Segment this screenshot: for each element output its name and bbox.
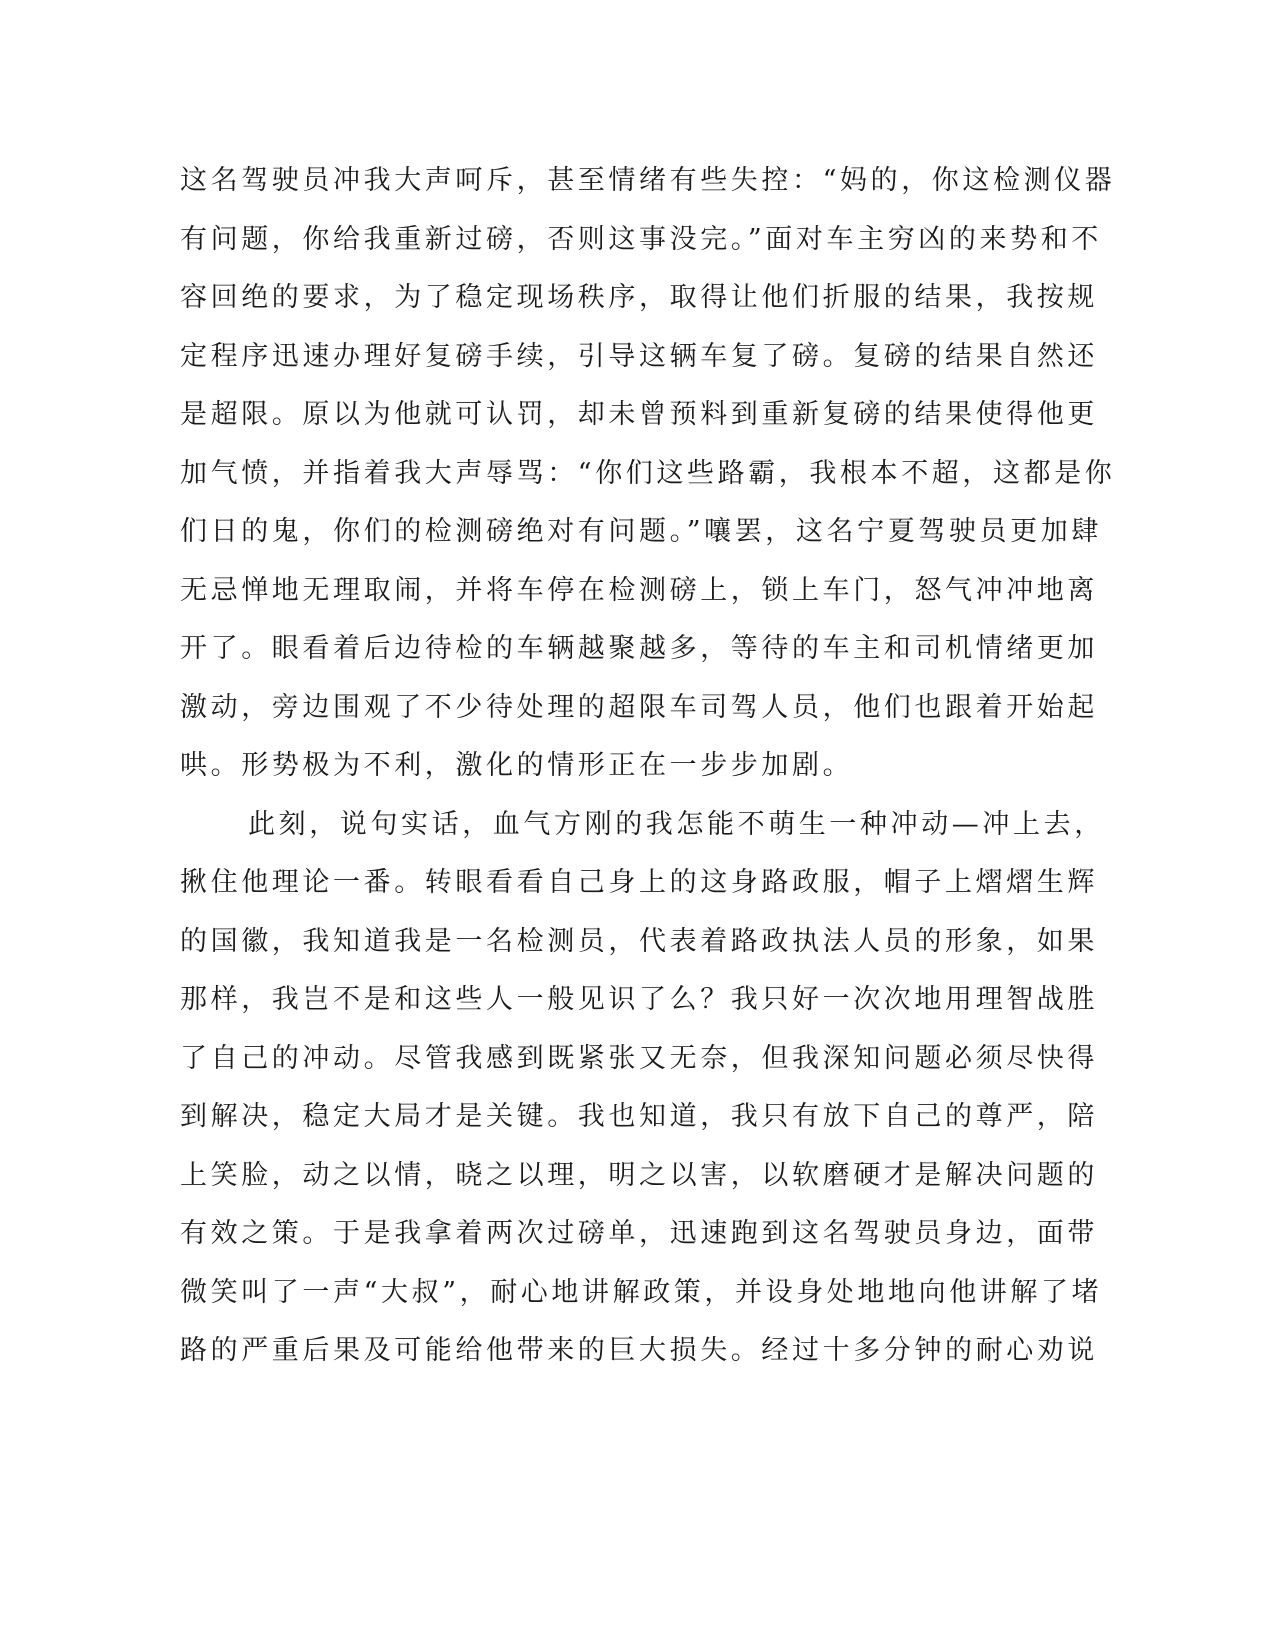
text-line: 加气愤，并指着我大声辱骂：“你们这些路霸，我根本不超，这都是你 — [180, 457, 1116, 489]
text-line: 有问题，你给我重新过磅，否则这事没完。”面对车主穷凶的来势和不 — [180, 223, 1102, 255]
text-line: 的国徽，我知道我是一名检测员，代表着路政执法人员的形象，如果 — [180, 925, 1098, 957]
text-line: 上笑脸，动之以情，晓之以理，明之以害，以软磨硬才是解决问题的 — [180, 1159, 1098, 1191]
text-line: 开了。眼看着后边待检的车辆越聚越多，等待的车主和司机情绪更加 — [180, 633, 1098, 664]
text-line: 到解决，稳定大局才是关键。我也知道，我只有放下自己的尊严，陪 — [180, 1101, 1098, 1132]
body-text — [180, 158, 1116, 1387]
text-line: 们日的鬼，你们的检测磅绝对有问题。”嚷罢，这名宁夏驾驶员更加肆 — [180, 516, 1102, 547]
text-line: 微笑叫了一声“大叔”，耐心地讲解政策，并设身处地地向他讲解了堵 — [180, 1276, 1103, 1308]
text-line: 那样，我岂不是和这些人一般见识了么？我只好一次次地用理智战胜 — [180, 984, 1098, 1015]
text-line: 路的严重后果及可能给他带来的巨大损失。经过十多分钟的耐心劝说 — [180, 1335, 1098, 1366]
text-line: 是超限。原以为他就可认罚，却未曾预料到重新复磅的结果使得他更 — [180, 399, 1098, 430]
text-line: 哄。形势极为不利，激化的情形正在一步步加剧。 — [180, 750, 854, 781]
text-line: 揪住他理论一番。转眼看看自己身上的这身路政服，帽子上熠熠生辉 — [180, 867, 1098, 898]
paragraph-start-line: 此刻，说句实话，血气方刚的我怎能不萌生一种冲动—冲上去， — [248, 808, 1105, 840]
text-line: 这名驾驶员冲我大声呵斥，甚至情绪有些失控：“妈的，你这检测仪器 — [180, 165, 1116, 196]
text-line: 容回绝的要求，为了稳定现场秩序，取得让他们折服的结果，我按规 — [180, 282, 1098, 313]
text-line: 定程序迅速办理好复磅手续，引导这辆车复了磅。复磅的结果自然还 — [180, 340, 1098, 372]
text-line: 了自己的冲动。尽管我感到既紧张又无奈，但我深知问题必须尽快得 — [180, 1042, 1098, 1074]
text-line: 有效之策。于是我拿着两次过磅单，迅速跑到这名驾驶员身边，面带 — [180, 1218, 1098, 1249]
text-line: 激动，旁边围观了不少待处理的超限车司驾人员，他们也跟着开始起 — [180, 691, 1098, 723]
text-line: 无忌惮地无理取闹，并将车停在检测磅上，锁上车门，怒气冲冲地离 — [180, 574, 1098, 606]
